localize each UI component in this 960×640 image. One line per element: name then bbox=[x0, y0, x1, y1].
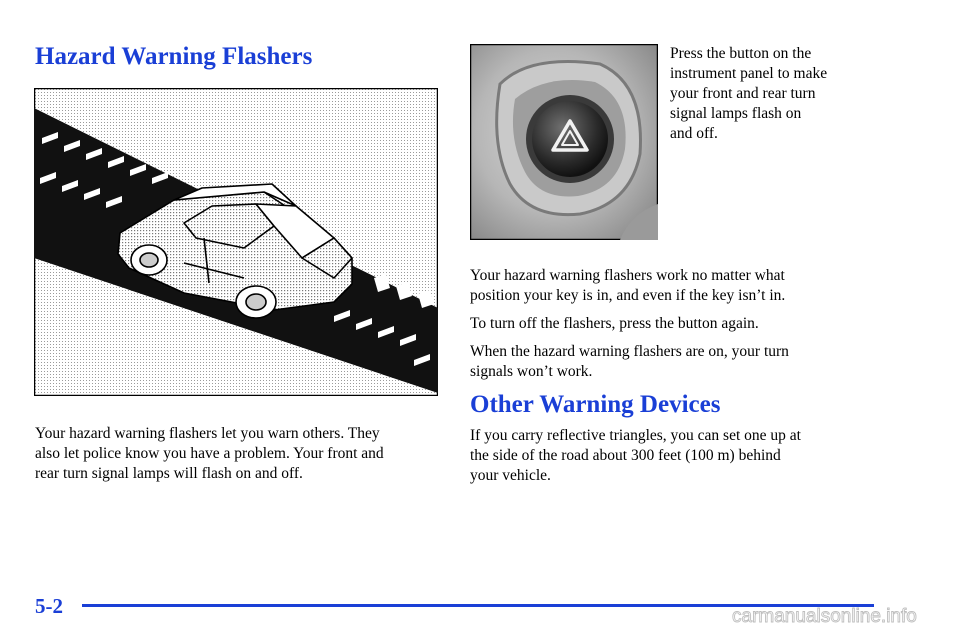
section-title-hazard: Hazard Warning Flashers bbox=[35, 43, 313, 70]
right-para-3: When the hazard warning flashers are on, your turn signals won’t work. bbox=[470, 343, 789, 380]
left-body-text: Your hazard warning flashers let you warn others. They also let police know you have a problem. Your front and rear turn signal lamps will flash on and off. bbox=[35, 425, 384, 482]
page-number: 5-2 bbox=[35, 594, 63, 618]
svg-text:carmanualsonline.info: carmanualsonline.info bbox=[732, 606, 917, 627]
hazard-button-photo bbox=[470, 44, 658, 240]
right-para-4: If you carry reflective triangles, you can set one up at the side of the road about 300 feet (100 m) behind your vehicle. bbox=[470, 427, 801, 484]
right-para-1: Your hazard warning flashers work no matter what position your key is in, and even if the key isn’t in. bbox=[470, 267, 786, 304]
car-on-road-illustration bbox=[34, 88, 438, 396]
watermark-logo bbox=[732, 603, 952, 634]
button-caption: Press the button on the instrument panel to make your front and rear turn signal lamps flash on and off. bbox=[670, 45, 828, 142]
section-title-other-devices: Other Warning Devices bbox=[470, 391, 721, 418]
right-para-2: To turn off the flashers, press the button again. bbox=[470, 315, 759, 332]
